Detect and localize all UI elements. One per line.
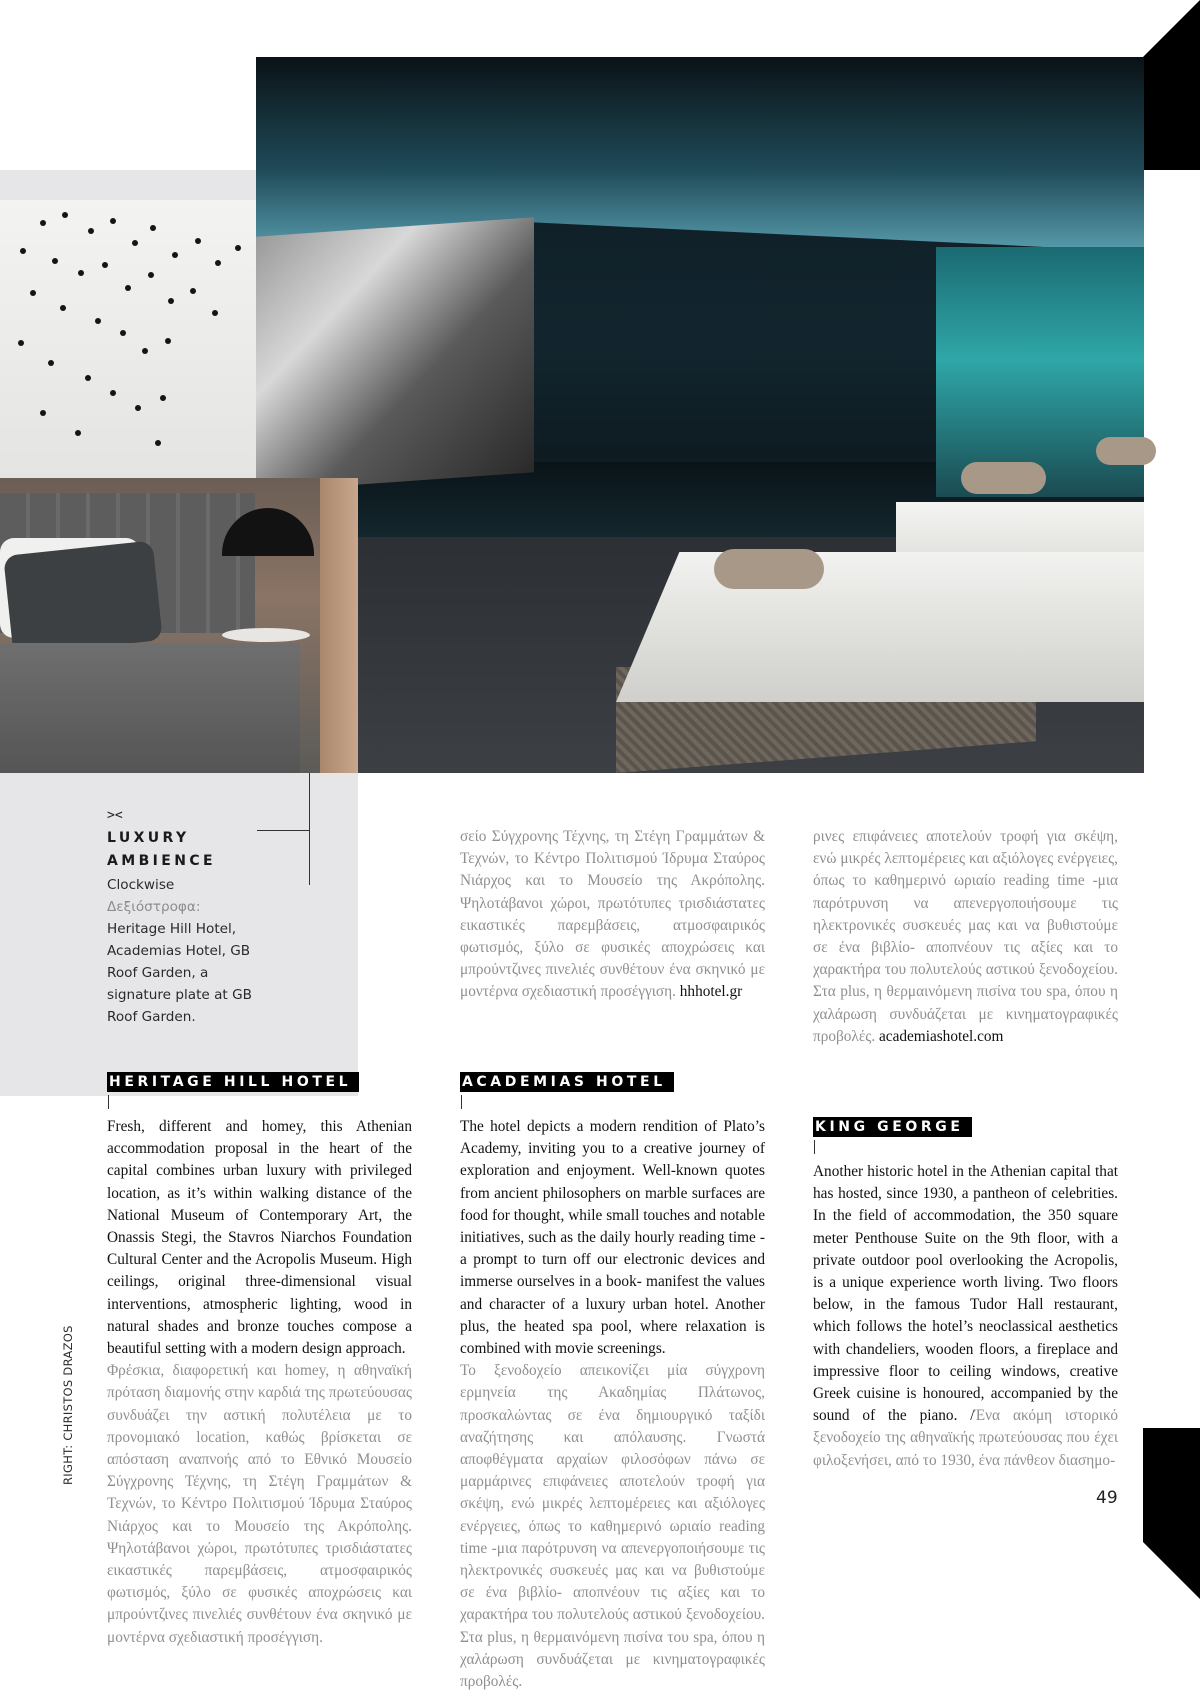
top-right-tab-corner: [1143, 0, 1200, 57]
heading-tick-king-george: [814, 1140, 815, 1154]
bottom-right-tab-corner: [1143, 1542, 1200, 1599]
column-heritage-continued: [460, 826, 765, 1026]
caption-title: [107, 827, 307, 873]
academias-greek-continued: ρινες επιφάνειες αποτελούν τροφή για σκέψη, ενώ μικρές λεπτομέρειες και αξιόλογες ενέργειες, όπως το καθημερινό ωριαίο reading time -μια παρότρυνση να απενεργοποιήσουμε τις ηλεκτρονικές συσκευές μας και να βυθιστούμε σε ένα βιβλίο- αποπνέουν τις αξίες και το χαρακτήρα του πολυτελούς αστικού ξενοδοχείου. Στα plus, η θερμαινόμενη πισίνα του spa, όπου η χαλάρωση συνδυάζεται με κινηματογραφικές προβολές. academiashotel.com: [813, 828, 1118, 1045]
king-greek-text: Ένα ακόμη ιστορικό ξενοδοχείο της αθηναϊκής πρωτεύουσας που έχει φιλοξενήσει, από το 1930, ένα πάνθεον διασημο-: [813, 1407, 1118, 1469]
academias-website-link[interactable]: academiashotel.com: [878, 1027, 1004, 1045]
heading-tick-heritage: [108, 1095, 109, 1109]
heading-king-george: KING GEORGE: [813, 1117, 972, 1137]
heritage-greek-continued: σείο Σύγχρονης Τέχνης, τη Στέγη Γραμμάτων & Τεχνών, το Κέντρο Πολιτισμού Ίδρυμα Σταύρος Νιάρχος και το Μουσείο της Ακρόπολης. Ψηλοτάβανοι χώροι, πρωτότυπες τρισδιάστατες εικαστικές παρεμβάσεις, ατμοσφαιρικός φωτισμός, ξύλο σε φυσικές αποχρώσεις και μπρούντζινες πινελιές συνθέτουν ένα σκηνικό με μοντέρνα σχεδιαστική προσέγγιση. hhhotel.gr: [460, 828, 765, 1001]
movie-screen-in-photo: [256, 217, 534, 491]
heading-tick-academias: [461, 1095, 462, 1109]
caption-title-line2: AMBIENCE: [107, 853, 216, 869]
bedroom-photo: [0, 478, 358, 773]
caption-clockwise: Clockwise: [107, 877, 175, 893]
column-academias: [460, 1116, 765, 1691]
king-english-text: Another historic hotel in the Athenian capital that has hosted, since 1930, a pantheon of celebrities. In the field of accommodation, the 350 square meter Penthouse Suite on the 9th floor, with a private outdoor pool overlooking the Acropolis, is a unique experience worth living. Two floors below, in the famous Tudor Hall restaurant, which follows the hotel’s neoclassical aesthetics with chandeliers, wooden floors, a fireplace and impressive floor to ceiling windows, creative Greek cuisine is honoured, accompanied by the sound of the piano. /: [813, 1163, 1118, 1425]
page-number: 49: [1096, 1488, 1118, 1508]
caption-text: [107, 874, 262, 1028]
wall-art-photo: [0, 200, 256, 478]
photo-credit: [61, 1325, 75, 1499]
column-heritage: [107, 1116, 412, 1646]
academias-greek-text: Το ξενοδοχείο απεικονίζει μία σύγχρονη ερμηνεία της Ακαδημίας Πλάτωνος, προσκαλώντας σε ένα δημιουργικό ταξίδι αναζήτησης και απόλαυσης. Γνωστά αποφθέγματα αρχαίων φιλοσόφων πάνω σε μαρμάρινες επιφάνειες αποτελούν τροφή για σκέψη, ενώ μικρές λεπτομέρειες και αξιόλογες ενέργειες, όπως το καθημερινό ωριαίο reading time -μια παρότρυνση να απενεργοποιήσουμε τις ηλεκτρονικές συσκευές μας και να βυθιστούμε σε ένα βιβλίο- αποπνέουν τις αξίες και το χαρακτήρα του πολυτελούς αστικού ξενοδοχείου. Στα plus, η θερμαινόμενη πισίνα του spa, όπου η χαλάρωση συνδυάζεται με κινηματογραφικές προβολές.: [460, 1362, 765, 1691]
caption-greek-clockwise: Δεξιόστροφα:: [107, 899, 201, 915]
heritage-greek-text: Φρέσκια, διαφορετική και homey, η αθηναϊκή πρόταση διαμονής στην καρδιά της πρωτεύουσας συνδυάζει την αστική πολυτέλεια με το προνομιακό location, καθώς βρίσκεται σε απόσταση αναπνοής από το Εθνικό Μουσείο Σύγχρονης Τέχνης, τη Στέγη Γραμμάτων & Τεχνών, το Κέντρο Πολιτισμού Ίδρυμα Σταύρος Νιάρχος και το Μουσείο της Ακρόπολης. Ψηλοτάβανοι χώροι, πρωτότυπες τρισδιάστατες εικαστικές παρεμβάσεις, ατμοσφαιρικός φωτισμός, ξύλο σε φυσικές αποχρώσεις και μπρούντζινες πινελιές συνθέτουν ένα σκηνικό με μοντέρνα σχεδιαστική προσέγγιση.: [107, 1362, 412, 1646]
caption-credits: Heritage Hill Hotel, Academias Hotel, GB Roof Garden, a signature plate at GB Roof Garden.: [107, 921, 252, 1025]
heritage-website-link[interactable]: hhhotel.gr: [679, 983, 743, 1001]
column-king-george: [813, 1161, 1118, 1491]
academias-english-text: The hotel depicts a modern rendition of Plato’s Academy, inviting you to a creative journey of exploration and enjoyment. Well-known quotes from ancient philosophers on marble surfaces are food for thought, while small touches and notable initiatives, such as the daily hourly reading time -a prompt to turn off our electronic devices and immerse ourselves in a book- manifest the values and character of a luxury urban hotel. Another plus, the heated spa pool, where relaxation is combined with movie screenings.: [460, 1118, 765, 1358]
column-academias-continued: [813, 826, 1118, 1076]
spa-pool-photo: [256, 57, 1144, 773]
caption-mark: ><: [107, 808, 123, 823]
caption-title-line1: LUXURY: [107, 830, 190, 846]
heading-academias-hotel: ACADEMIAS HOTEL: [460, 1072, 674, 1092]
caption-divider-vertical: [309, 773, 310, 885]
heading-heritage-hill-hotel: HERITAGE HILL HOTEL: [107, 1072, 359, 1092]
photo-credit-text: RIGHT: CHRISTOS DRAZOS: [61, 1325, 75, 1485]
heritage-english-text: Fresh, different and homey, this Athenian accommodation proposal in the heart of the capital combines urban luxury with privileged location, as it’s within walking distance of the National Museum of Contemporary Art, the Onassis Stegi, the Stavros Niarchos Foundation Cultural Center and the Acropolis Museum. High ceilings, original three-dimensional visual interventions, atmospheric lighting, wood in natural shades and bronze touches compose a beautiful setting with a modern design approach.: [107, 1118, 412, 1358]
